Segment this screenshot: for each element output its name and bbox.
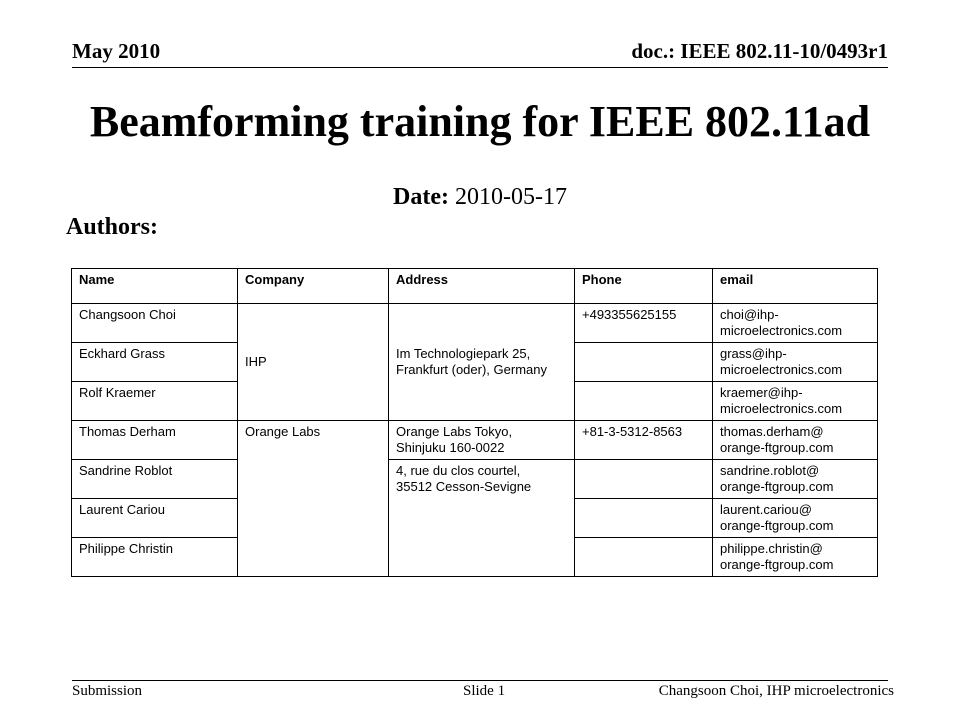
phone-cell: +81-3-5312-8563 bbox=[575, 421, 713, 460]
table-header-row bbox=[72, 269, 878, 304]
date-line bbox=[0, 184, 960, 211]
email-cell bbox=[713, 343, 878, 382]
email-part: philippe.christin@ bbox=[720, 541, 823, 556]
author-name: Thomas Derham bbox=[72, 421, 238, 460]
phone-cell bbox=[575, 538, 713, 577]
email-part: kraemer@ihp- bbox=[720, 385, 803, 400]
table-row bbox=[72, 421, 878, 460]
email-part: orange-ftgroup.com bbox=[720, 479, 834, 494]
date-label: Date: bbox=[393, 184, 449, 210]
email-part: orange-ftgroup.com bbox=[720, 518, 834, 533]
date-value: 2010-05-17 bbox=[454, 184, 567, 210]
email-part: grass@ihp- bbox=[720, 346, 787, 361]
email-cell bbox=[713, 460, 878, 499]
address-cell bbox=[389, 421, 575, 460]
header-address: Address bbox=[389, 269, 575, 304]
header-doc-id: doc.: IEEE 802.11-10/0493r1 bbox=[631, 39, 888, 63]
phone-cell: +493355625155 bbox=[575, 304, 713, 343]
author-name: Laurent Cariou bbox=[72, 499, 238, 538]
footer-author: Changsoon Choi, IHP microelectronics bbox=[658, 683, 894, 699]
address-line: 35512 Cesson-Sevigne bbox=[396, 479, 532, 494]
author-name: Changsoon Choi bbox=[72, 304, 238, 343]
email-part: sandrine.roblot@ bbox=[720, 463, 820, 478]
header-email: email bbox=[713, 269, 878, 304]
email-part: microelectronics.com bbox=[720, 362, 843, 377]
email-part: orange-ftgroup.com bbox=[720, 557, 834, 572]
address-line: Frankfurt (oder), Germany bbox=[396, 362, 547, 377]
email-cell bbox=[713, 304, 878, 343]
email-cell bbox=[713, 421, 878, 460]
email-part: microelectronics.com bbox=[720, 401, 843, 416]
email-cell bbox=[713, 538, 878, 577]
email-cell bbox=[713, 382, 878, 421]
footer-slide-number: Slide 1 bbox=[463, 683, 506, 699]
email-part: microelectronics.com bbox=[720, 323, 843, 338]
authors-table bbox=[71, 268, 878, 577]
slide-title: Beamforming training for IEEE 802.11ad bbox=[89, 97, 871, 146]
header-divider bbox=[72, 67, 888, 68]
phone-cell bbox=[575, 382, 713, 421]
table-row bbox=[72, 460, 878, 499]
header-company: Company bbox=[238, 269, 389, 304]
email-cell bbox=[713, 499, 878, 538]
authors-label: Authors: bbox=[66, 214, 159, 240]
address-line: Shinjuku 160-0022 bbox=[396, 440, 505, 455]
company-cell: Orange Labs bbox=[238, 421, 389, 577]
company-cell: IHP bbox=[238, 304, 389, 421]
email-part: choi@ihp- bbox=[720, 307, 779, 322]
email-part: thomas.derham@ bbox=[720, 424, 824, 439]
header-phone: Phone bbox=[575, 269, 713, 304]
address-line: 4, rue du clos courtel, bbox=[396, 463, 521, 478]
author-name: Philippe Christin bbox=[72, 538, 238, 577]
phone-cell bbox=[575, 499, 713, 538]
email-part: laurent.cariou@ bbox=[720, 502, 812, 517]
author-name: Sandrine Roblot bbox=[72, 460, 238, 499]
header-name: Name bbox=[72, 269, 238, 304]
address-cell bbox=[389, 460, 575, 577]
author-name: Eckhard Grass bbox=[72, 343, 238, 382]
footer-submission: Submission bbox=[72, 683, 143, 699]
email-part: orange-ftgroup.com bbox=[720, 440, 834, 455]
phone-cell bbox=[575, 460, 713, 499]
author-name: Rolf Kraemer bbox=[72, 382, 238, 421]
address-line: Im Technologiepark 25, bbox=[396, 346, 531, 361]
address-cell bbox=[389, 304, 575, 421]
header-date: May 2010 bbox=[72, 39, 161, 63]
footer-divider bbox=[72, 680, 888, 681]
address-line: Orange Labs Tokyo, bbox=[396, 424, 513, 439]
table-row bbox=[72, 304, 878, 343]
phone-cell bbox=[575, 343, 713, 382]
